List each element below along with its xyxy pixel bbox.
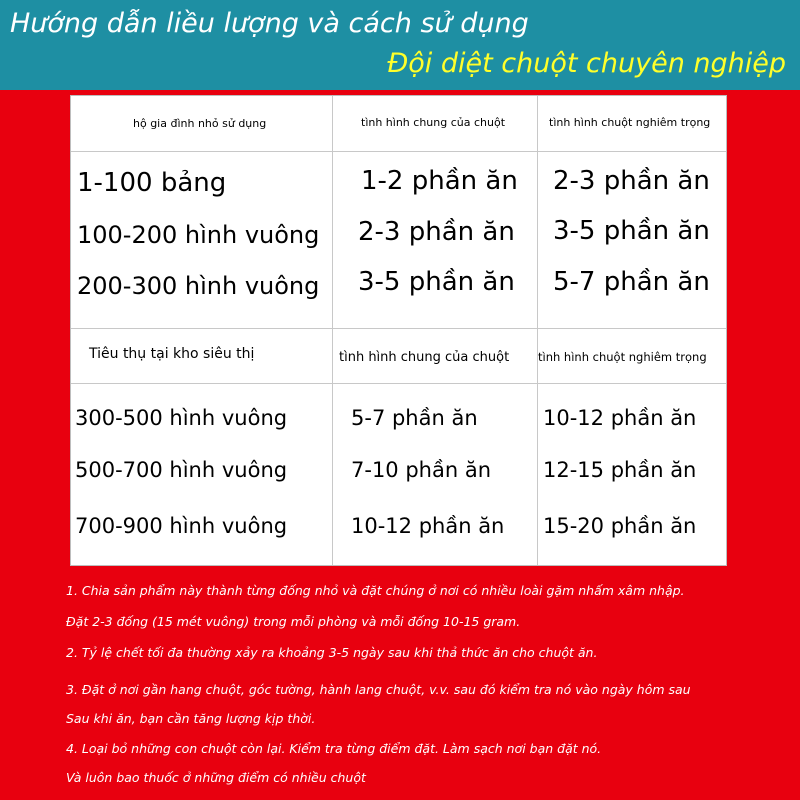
row-divider — [71, 328, 726, 329]
warehouse-header-normal: tình hình chung của chuột — [339, 350, 510, 365]
page-title: Hướng dẫn liều lượng và cách sử dụng — [10, 8, 529, 39]
household-header-severe: tình hình chuột nghiêm trọng — [549, 116, 711, 129]
note-line: Và luôn bao thuốc ở những điểm có nhiều chuột — [66, 770, 366, 785]
warehouse-normal-1: 5-7 phần ăn — [351, 406, 478, 430]
household-normal-3: 3-5 phần ăn — [358, 267, 515, 297]
household-normal-1: 1-2 phần ăn — [361, 166, 518, 196]
note-line: Đặt 2-3 đống (15 mét vuông) trong mỗi phòng và mỗi đống 10-15 gram. — [66, 614, 521, 629]
warehouse-header-severe: tình hình chuột nghiêm trọng — [538, 350, 707, 364]
household-severe-1: 2-3 phần ăn — [553, 166, 710, 196]
warehouse-header-area: Tiêu thụ tại kho siêu thị — [89, 346, 255, 362]
warehouse-normal-3: 10-12 phần ăn — [351, 514, 505, 538]
note-line: 3. Đặt ở nơi gần hang chuột, góc tường, hành lang chuột, v.v. sau đó kiểm tra nó vào ngày hôm sau — [66, 682, 691, 697]
note-line: Sau khi ăn, bạn cần tăng lượng kịp thời. — [66, 711, 316, 726]
household-severe-3: 5-7 phần ăn — [553, 267, 710, 297]
household-area-3: 200-300 hình vuông — [77, 272, 320, 300]
warehouse-severe-3: 15-20 phần ăn — [543, 514, 697, 538]
household-header-normal: tình hình chung của chuột — [361, 116, 506, 129]
household-header-area: hộ gia đình nhỏ sử dụng — [133, 117, 267, 130]
note-line: 2. Tỷ lệ chết tối đa thường xảy ra khoảng 3-5 ngày sau khi thả thức ăn cho chuột ăn. — [66, 645, 598, 660]
note-line: 1. Chia sản phẩm này thành từng đống nhỏ và đặt chúng ở nơi có nhiều loài gặm nhấm xâm nhập. — [66, 583, 685, 598]
header-band — [0, 0, 800, 90]
warehouse-area-1: 300-500 hình vuông — [75, 406, 288, 430]
page-subtitle: Đội diệt chuột chuyên nghiệp — [387, 48, 786, 79]
row-divider — [71, 151, 726, 152]
household-area-1: 1-100 bảng — [77, 168, 227, 198]
household-normal-2: 2-3 phần ăn — [358, 217, 515, 247]
dosage-table — [70, 95, 727, 566]
warehouse-severe-1: 10-12 phần ăn — [543, 406, 697, 430]
warehouse-severe-2: 12-15 phần ăn — [543, 458, 697, 482]
warehouse-normal-2: 7-10 phần ăn — [351, 458, 492, 482]
warehouse-area-3: 700-900 hình vuông — [75, 514, 288, 538]
warehouse-area-2: 500-700 hình vuông — [75, 458, 288, 482]
household-severe-2: 3-5 phần ăn — [553, 216, 710, 246]
row-divider — [71, 383, 726, 384]
column-divider — [332, 328, 333, 565]
household-area-2: 100-200 hình vuông — [77, 221, 320, 249]
note-line: 4. Loại bỏ những con chuột còn lại. Kiểm tra từng điểm đặt. Làm sạch nơi bạn đặt nó. — [66, 741, 602, 756]
